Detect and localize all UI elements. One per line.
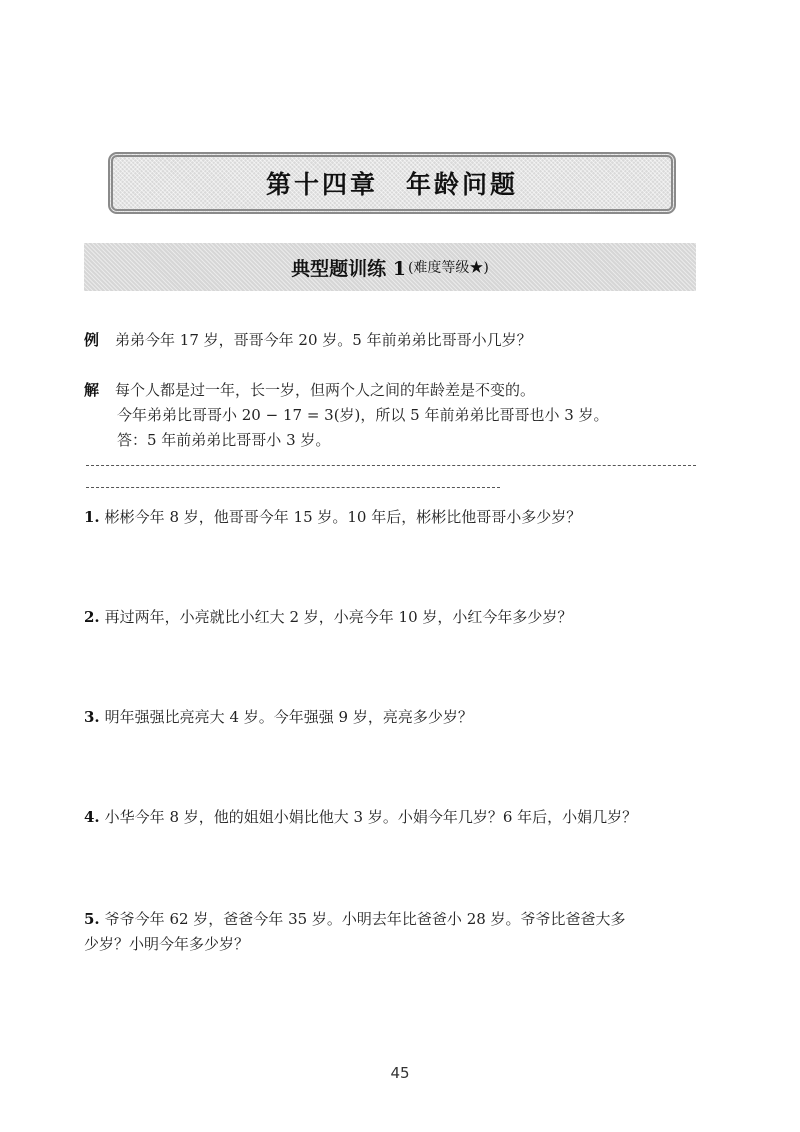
chapter-banner [108, 152, 676, 214]
question-number: 3. [84, 708, 100, 726]
question-4 [84, 807, 637, 827]
question-number: 1. [84, 508, 100, 526]
question-5 [84, 909, 626, 929]
example-line [84, 330, 532, 350]
solution-answer: 答：5 年前弟弟比哥哥小 3 岁。 [117, 431, 331, 449]
example-label: 例 [84, 331, 100, 349]
question-number: 2. [84, 608, 100, 626]
divider-dashed-2 [86, 487, 500, 488]
question-text: 彬彬今年 8 岁，他哥哥今年 15 岁。10 年后，彬彬比他哥哥小多少岁？ [104, 508, 582, 526]
question-3 [84, 707, 473, 727]
question-text: 再过两年，小亮就比小红大 2 岁，小亮今年 10 岁，小红今年多少岁？ [104, 608, 573, 626]
question-text: 明年强强比亮亮大 4 岁。今年强强 9 岁，亮亮多少岁？ [104, 708, 473, 726]
question-2 [84, 607, 572, 627]
question-5-continuation: 少岁？小明今年多少岁？ [84, 935, 250, 953]
page-number: 45 [390, 1064, 410, 1082]
solution-label: 解 [84, 381, 100, 399]
example-text: 弟弟今年 17 岁，哥哥今年 20 岁。5 年前弟弟比哥哥小几岁？ [115, 331, 532, 349]
question-1 [84, 507, 581, 527]
section-header [84, 243, 696, 291]
solution-line-1 [84, 380, 535, 400]
chapter-title: 第十四章 年龄问题 [265, 170, 518, 199]
divider-dashed-1 [86, 465, 696, 466]
solution-line-2: 今年弟弟比哥哥小 20 − 17 = 3(岁)，所以 5 年前弟弟比哥哥也小 3 岁。 [117, 406, 609, 424]
question-number: 4. [84, 808, 100, 826]
solution-text: 每个人都是过一年，长一岁，但两个人之间的年龄差是不变的。 [115, 381, 536, 399]
section-title: 典型题训练 1 [291, 257, 406, 280]
question-text: 爷爷今年 62 岁，爸爸今年 35 岁。小明去年比爸爸小 28 岁。爷爷比爸爸大多 [104, 910, 626, 928]
question-text: 小华今年 8 岁，他的姐姐小娟比他大 3 岁。小娟今年几岁？6 年后，小娟几岁？ [104, 808, 638, 826]
question-number: 5. [84, 910, 100, 928]
difficulty-label: (难度等级★) [407, 260, 489, 276]
